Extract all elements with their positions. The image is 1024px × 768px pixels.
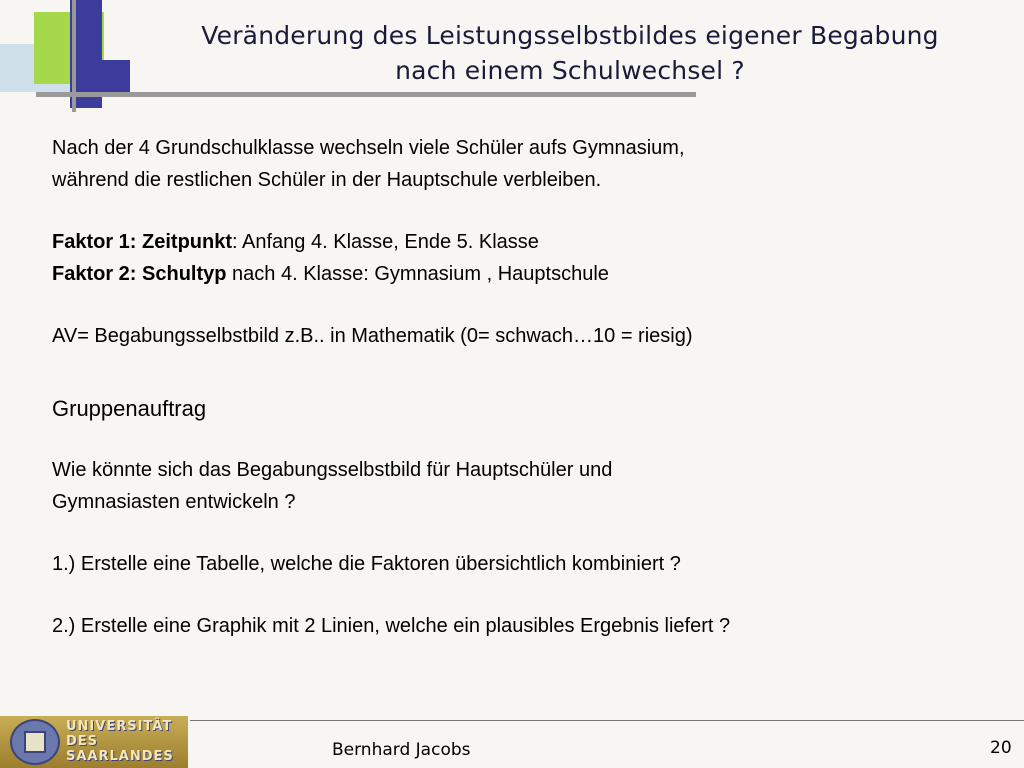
logo-line-2: DES [66,734,99,749]
factor-1-prefix: Faktor 1: [52,231,143,253]
logo-text [66,719,184,764]
title-line-1: Veränderung des Leistungsselbstbildes eigener Begabung [201,21,939,50]
intro-line-1: Nach der 4 Grundschulklasse wechseln viele Schüler aufs Gymnasium, [52,137,685,159]
intro-line-2: während die restlichen Schüler in der Hauptschule verbleiben. [52,169,602,191]
page-number: 20 [990,738,1012,758]
decor-horizontal-line [36,92,696,97]
factor-1-detail: : Anfang 4. Klasse, Ende 5. Klasse [232,231,539,253]
dependent-variable-line: AV= Begabungsselbstbild z.B.. in Mathematik (0= schwach…10 = riesig) [52,325,693,347]
factor-2-name: Schultyp [142,263,227,285]
question-line-1: Wie könnte sich das Begabungsselbstbild für Hauptschüler und [52,459,613,481]
footer-divider [190,720,1024,721]
decor-blue-square [102,60,130,94]
factor-2-line [52,258,992,290]
title-line-2: nach einem Schulwechsel ? [395,56,745,85]
group-task-heading: Gruppenauftrag [52,396,207,421]
task-2: 2.) Erstelle eine Graphik mit 2 Linien, welche ein plausibles Ergebnis liefert ? [52,615,731,637]
factor-2-detail: nach 4. Klasse: Gymnasium , Hauptschule [226,263,609,285]
university-logo [0,716,188,768]
logo-line-3: SAARLANDES [66,749,174,764]
factor-2-prefix: Faktor 2: [52,263,143,285]
factor-1-name: Zeitpunkt [142,231,233,253]
question-line-2: Gymnasiasten entwickeln ? [52,491,296,513]
footer-author: Bernhard Jacobs [332,740,471,760]
university-seal-icon [10,719,60,765]
logo-line-1: UNIVERSITÄT [66,719,173,734]
slide-body [52,132,992,642]
slide-title [150,18,990,88]
task-1: 1.) Erstelle eine Tabelle, welche die Faktoren übersichtlich kombiniert ? [52,553,681,575]
factor-1-line [52,226,992,258]
